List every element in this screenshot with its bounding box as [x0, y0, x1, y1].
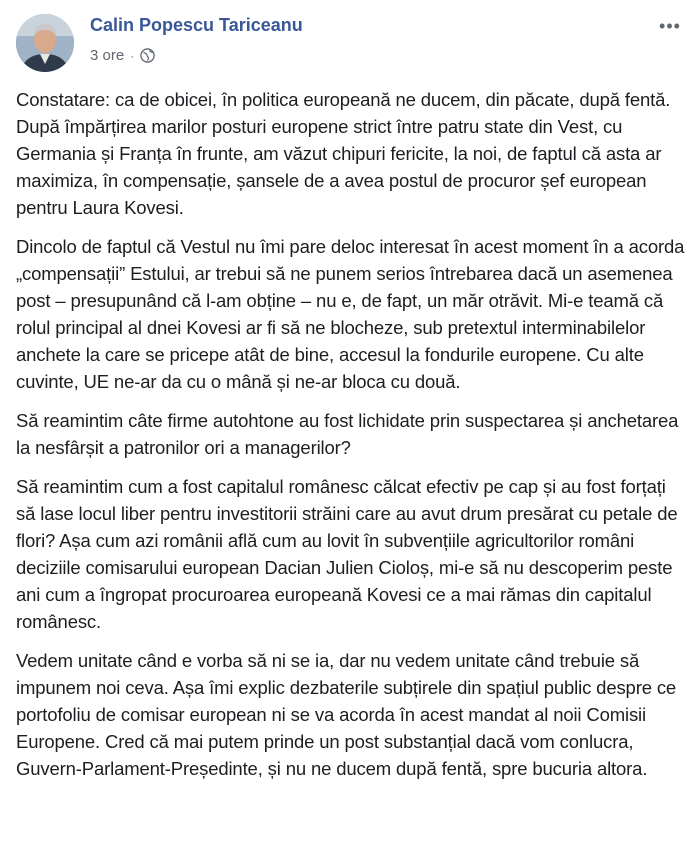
- avatar-photo: [16, 14, 74, 72]
- post-paragraph: Să reamintim câte firme autohtone au fost lichidate prin suspectarea și anchetarea la nesfârșit a patronilor ori a managerilor?: [16, 410, 679, 458]
- post-paragraph: Dincolo de faptul că Vestul nu îmi pare deloc interesat în acest moment în a acorda „compensații” Estului, ar trebui să ne punem serios întrebarea dacă un asemenea post – presupunând că l-am obține – nu e, de fapt, un măr otrăvit. Mi-e teamă că rolul principal al dnei Kovesi ar fi să ne blocheze, sub pretextul interminabilelor anchete la care se pricepe atât de bine, accesul la fondurile europene. Cu alte cuvinte, UE ne-ar da cu o mână și ne-ar bloca cu două.: [16, 236, 685, 392]
- post-meta: [90, 47, 155, 64]
- post-paragraph: Vedem unitate când e vorba să ni se ia, dar nu vedem unitate când trebuie să impunem noi ceva. Așa îmi explic dezbaterile subțirele din spațiul public despre ce portofoliu de comisar european ni se va acorda în acest mandat al noii Comisii Europene. Cred că mai putem prinde un post substanțial dacă vom conlucra, Guvern-Parlament-Președinte, și nu ne ducem după fentă, spre bucuria altora.: [16, 650, 677, 779]
- timestamp-link[interactable]: 3 ore: [90, 47, 125, 64]
- post-header: [16, 12, 686, 72]
- author-name-link[interactable]: Calin Popescu Tariceanu: [90, 15, 303, 35]
- meta-separator: ·: [130, 48, 135, 63]
- more-options-icon[interactable]: •••: [659, 15, 681, 36]
- avatar[interactable]: [16, 14, 74, 72]
- post-paragraph: Să reamintim cum a fost capitalul românesc călcat efectiv pe cap și au fost forțați să lase locul liber pentru investitorii străini care au avut drum presărat cu petale de flori? Așa cum azi românii află cum au lovit în subvențiile agricultorilor români deciziile comisarului european Dacian Julien Cioloș, mi-e să nu descoperim peste ani cum a îngropat procuroarea europeană Kovesi ce a mai rămas din capitalul românesc.: [16, 476, 678, 632]
- post-body: [16, 86, 688, 794]
- post-paragraph: Constatare: ca de obicei, în politica europeană ne ducem, din păcate, după fentă. După împărțirea marilor posturi europene strict între patru state din Vest, cu Germania și Franța în frunte, am văzut chipuri fericite, la noi, de faptul că asta ar maximiza, în compensație, șansele de a avea postul de procuror șef european pentru Laura Kovesi.: [16, 89, 671, 218]
- globe-icon[interactable]: [140, 48, 155, 63]
